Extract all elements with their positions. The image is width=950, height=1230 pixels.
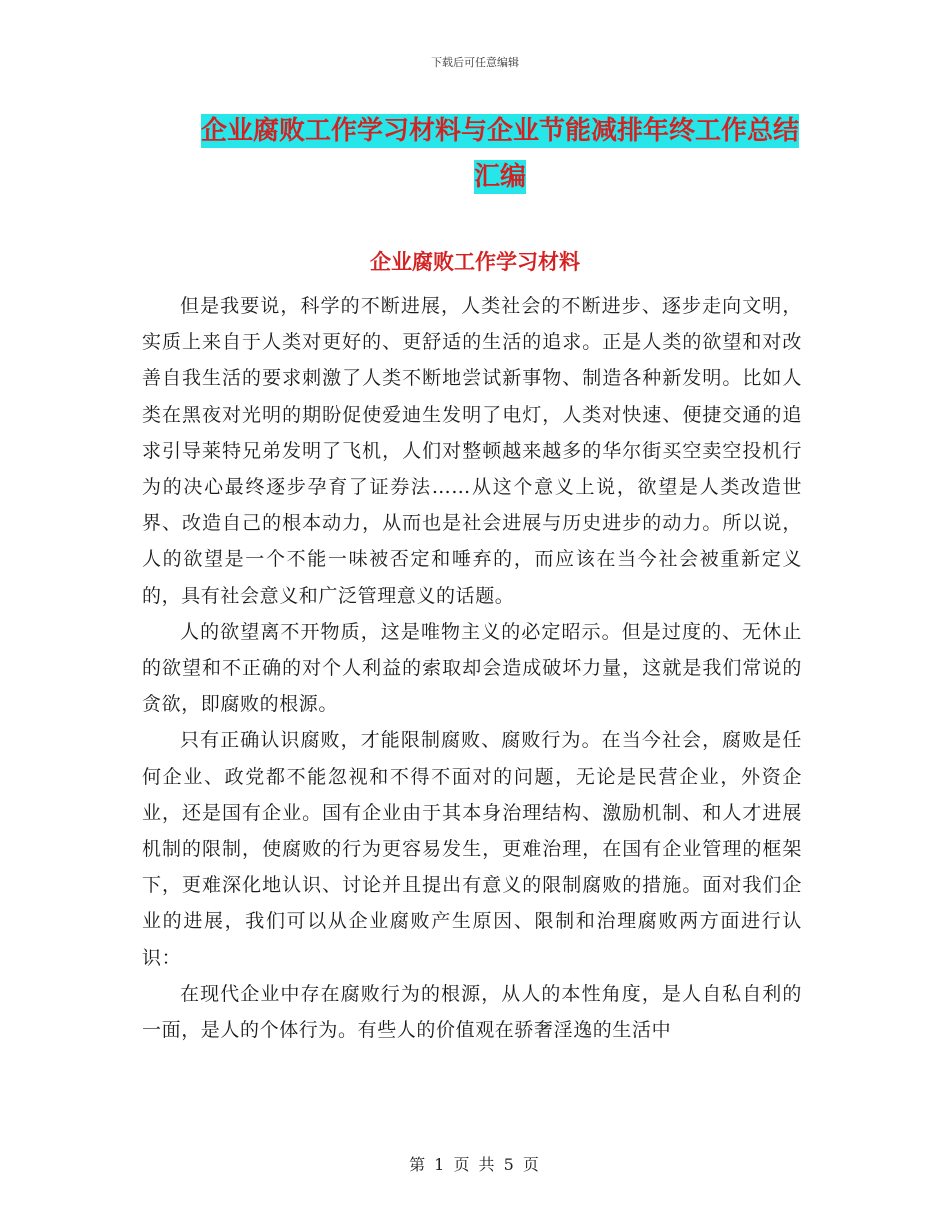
paragraph: 人的欲望离不开物质，这是唯物主义的必定昭示。但是过度的、无休止的欲望和不正确的对个人利益的索取却会造成破坏力量，这就是我们常说的贪欲，即腐败的根源。 [142,620,802,716]
document-title [190,108,810,200]
page-footer: 第 1 页 共 5 页 [409,1155,541,1174]
paragraph: 但是我要说，科学的不断进展，人类社会的不断进步、逐步走向文明，实质上来自于人类对更好的、更舒适的生活的追求。正是人类的欲望和对改善自我生活的要求刺激了人类不断地尝试新事物、制造各种新发明。比如人类在黑夜对光明的期盼促使爱迪生发明了电灯，人类对快速、便捷交通的追求引导莱特兄弟发明了飞机，人们对整顿越来越多的华尔街买空卖空投机行为的决心最终逐步孕育了证券法……从这个意义上说，欲望是人类改造世界、改造自己的根本动力，从而也是社会进展与历史进步的动力。所以说，人的欲望是一个不能一味被否定和唾弃的，而应该在当今社会被重新定义的，具有社会意义和广泛管理意义的话题。 [142,295,802,607]
paragraph: 在现代企业中存在腐败行为的根源，从人的本性角度，是人自私自利的一面，是人的个体行为。有些人的价值观在骄奢淫逸的生活中 [142,982,802,1042]
document-title-line-2: 汇编 [473,162,526,192]
body-text [142,288,802,1048]
document-title-line-1: 企业腐败工作学习材料与企业节能减排年终工作总结 [200,116,799,146]
paragraph: 只有正确认识腐败，才能限制腐败、腐败行为。在当今社会，腐败是任何企业、政党都不能忽视和不得不面对的问题，无论是民营企业，外资企业，还是国有企业。国有企业由于其本身治理结构、激励机制、和人才进展机制的限制，使腐败的行为更容易发生，更难治理，在国有企业管理的框架下，更难深化地认识、讨论并且提出有意义的限制腐败的措施。面对我们企业的进展，我们可以从企业腐败产生原因、限制和治理腐败两方面进行认识： [142,729,802,969]
section-title: 企业腐败工作学习材料 [370,250,580,274]
header-note: 下载后可任意编辑 [431,56,519,69]
